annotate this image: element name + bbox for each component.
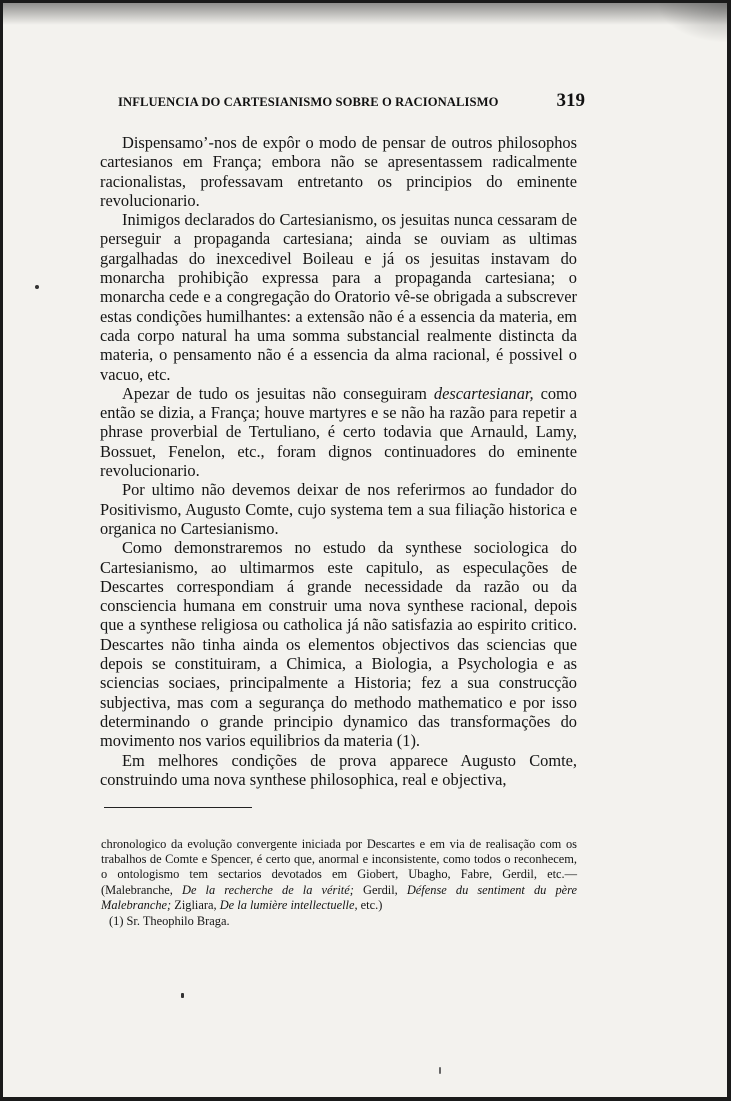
paragraph-text: como então se dizia, a França; houve martyres e se não ha razão para repetir a phrase proverbial de Tertuliano, é certo todavia que Arnauld, Lamy, Bossuet, Fenelon, etc., foram dignos continuadores do eminente revolucionario. xyxy=(100,383,577,481)
footnote-title: De la lumière intellectuelle, xyxy=(219,897,358,912)
speck-mark xyxy=(35,285,39,289)
paragraph xyxy=(100,384,577,480)
running-title: INFLUENCIA DO CARTESIANISMO SOBRE O RACIONALISMO xyxy=(118,95,499,109)
main-text xyxy=(100,133,577,789)
footnote-text: Zigliara, xyxy=(171,897,220,912)
paragraph: Inimigos declarados do Cartesianismo, os jesuitas nunca cessaram de perseguir a propaganda cartesiana; ainda se ouviam as ultimas gargalhadas do inexcedivel Boileau e já os jesuitas instavam do monarcha prohibição expressa para a propaganda cartesiana; o monarcha cede e a congregação do Oratorio vê-se obrigada a subscrever estas condições humilhantes: a extensão não é a essencia da materia, em cada corpo natural ha uma somma substancial realmente distincta da materia, o pensamento não é a essencia da alma racional, é possivel o vacuo, etc. xyxy=(100,210,577,384)
paragraph: Em melhores condições de prova apparece Augusto Comte, construindo uma nova synthese philosophica, real e objectiva, xyxy=(100,750,577,789)
italic-term: descartesianar, xyxy=(433,383,534,403)
footnote-1: (1) Sr. Theophilo Braga. xyxy=(109,914,230,929)
footnotes xyxy=(101,837,577,929)
speck-mark xyxy=(181,993,184,998)
footnote-title: De la recherche de la vérité; xyxy=(182,882,354,897)
footnote-title: Défense du sentiment du père Malebranche; xyxy=(101,882,578,912)
paragraph: Por ultimo não devemos deixar de nos referirmos ao fundador do Positivismo, Augusto Comte, cujo systema tem a sua filiação historica e organica no Cartesianismo. xyxy=(100,480,577,538)
paragraph-text: Apezar de tudo os jesuitas não conseguiram xyxy=(122,383,434,403)
footnote-text: chronologico da evolução convergente iniciada por Descartes e em via de realisação com os trabalhos de Comte e Spencer, é certo que, anormal e inconsistente, como todos o reconhecem, o ontologismo tem sectarios devotados em Giobert, Ubagho, Fabre, Gerdil, etc.—(Malebranche, xyxy=(101,837,577,897)
speck-mark xyxy=(439,1067,441,1074)
page-number: 319 xyxy=(556,90,585,111)
paragraph: Dispensamo’-nos de expôr o modo de pensar de outros philosophos cartesianos em França; embora não se apresentassem radicalmente racionalistas, professavam entretanto os principios do eminente revolucionario. xyxy=(100,133,577,210)
footnote-continued xyxy=(101,837,577,913)
paragraph: Como demonstraremos no estudo da synthese sociologica do Cartesianismo, ao ultimarmos este capitulo, as especulações de Descartes correspondiam á grande necessidade da razão ou da consciencia humana em construir uma nova synthese racional, depois que a synthese religiosa ou catholica já não satisfazia ao espirito critico. Descartes não tinha ainda os elementos objectivos das sciencias que depois se constituiram, a Chimica, a Biologia, a Psychologia e as sciencias sociaes, principalmente a Historia; fez a sua construcção subjectiva, mas com a segurança do methodo mathematico e por isso determinando o grande principio dynamico das transformações do movimento nos varios equilibrios da materia (1). xyxy=(100,538,577,751)
running-header xyxy=(118,90,585,114)
footnote-text: Gerdil, xyxy=(353,882,407,897)
footnote-divider xyxy=(104,807,252,808)
footnote-text: etc.) xyxy=(357,897,383,912)
book-page xyxy=(3,3,727,1097)
